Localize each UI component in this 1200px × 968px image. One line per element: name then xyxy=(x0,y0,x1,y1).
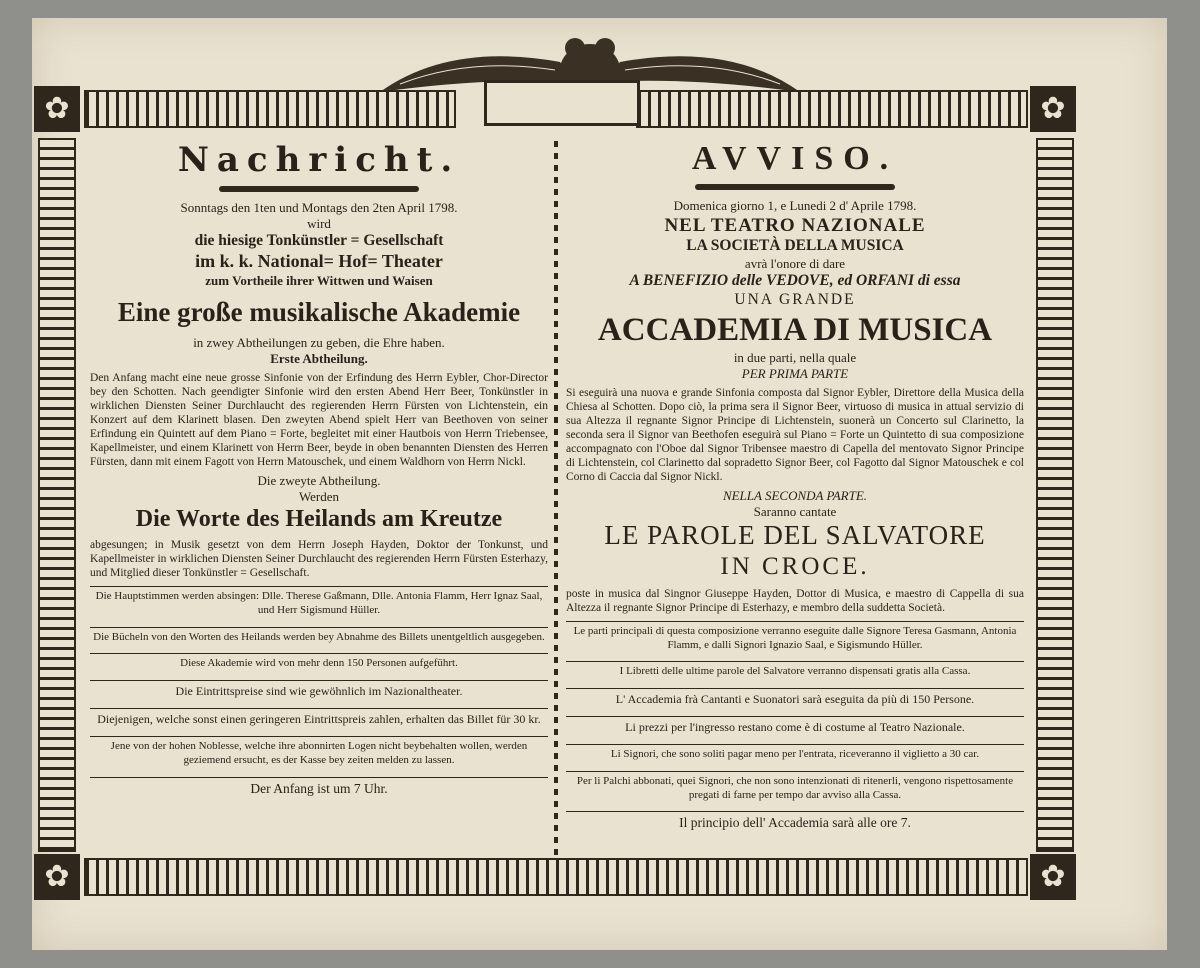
italian-note: I Libretti delle ultime parole del Salvatore verranno dispensati gratis alla Cassa. xyxy=(566,661,1024,682)
italian-una-grande: UNA GRANDE xyxy=(734,290,856,308)
german-intro: in zwey Abtheilungen zu geben, die Ehre haben. xyxy=(193,335,445,351)
italian-work-text: poste in musica dal Singnor Giuseppe Hayden, Dottor di Musica, e maestro di Cappella di sua Altezza il regnante Signor Principe di Esterhazy, e membro della suddetta Società. xyxy=(566,587,1024,614)
german-wird: wird xyxy=(307,215,331,231)
corner-rosette-icon: ✿ xyxy=(1030,86,1076,132)
german-note: Diejenigen, welche sonst einen geringeren Eintrittspreis zahlen, erhalten das Billet für 30 kr. xyxy=(90,708,548,730)
italian-note: Li Signori, che sono soliti pagar meno per l'entrata, riceveranno il viglietto a 30 car. xyxy=(566,744,1024,765)
italian-part2: NELLA SECONDA PARTE. xyxy=(722,487,868,503)
german-benefit: zum Vortheile ihrer Wittwen und Waisen xyxy=(205,272,433,288)
german-theatre: im k. k. National= Hof= Theater xyxy=(195,250,443,271)
german-society: die hiesige Tonkünstler = Gesellschaft xyxy=(194,231,444,249)
corner-rosette-icon: ✿ xyxy=(34,854,80,900)
german-title: Nachricht. xyxy=(177,140,461,180)
title-rule xyxy=(219,186,419,192)
column-divider xyxy=(554,140,558,855)
italian-headline: ACCADEMIA DI MUSICA xyxy=(597,311,993,348)
german-column xyxy=(90,140,548,801)
italian-part1: PER PRIMA PARTE xyxy=(741,365,849,381)
german-work-title: Die Worte des Heilands am Kreutze xyxy=(135,505,503,532)
italian-work-title-1: LE PAROLE DEL SALVATORE xyxy=(604,520,986,551)
italian-note: Per li Palchi abbonati, quei Signori, che non sono intenzionati di ritenerli, vengono rispettosamente pregati di farne per tempo dar avviso alla Cassa. xyxy=(566,771,1024,806)
italian-intro: in due parti, nella quale xyxy=(733,349,857,365)
corner-rosette-icon: ✿ xyxy=(1030,854,1076,900)
top-border xyxy=(84,90,456,128)
corner-rosette-icon: ✿ xyxy=(34,86,80,132)
german-part2: Die zweyte Abtheilung. xyxy=(257,473,381,489)
poster-sheet xyxy=(32,18,1167,950)
italian-work-title-2: IN CROCE. xyxy=(720,553,870,581)
german-headline: Eine große musikalische Akademie xyxy=(117,297,521,328)
german-werden: Werden xyxy=(298,489,340,505)
german-note: Die Bücheln von den Worten des Heilands werden bey Abnahme des Billets unentgeltlich ausgegeben. xyxy=(90,627,548,648)
german-note: Die Hauptstimmen werden absingen: Dlle. Therese Gaßmann, Dlle. Antonia Flamm, Herr Ignaz Saal, und Herr Sigismund Hüller. xyxy=(90,586,548,621)
italian-sung: Saranno cantate xyxy=(753,503,837,519)
italian-theatre: NEL TEATRO NAZIONALE xyxy=(664,214,926,236)
right-border xyxy=(1036,138,1074,852)
german-work-text: abgesungen; in Musik gesetzt von dem Herrn Joseph Hayden, Doktor der Tonkunst, und Kapellmeister in wirklichen Diensten Seiner Durchlaucht des regierenden Herrn Fürsten Esterhazy, und Mitglied dieser Tonkünstler = Gesellschaft. xyxy=(90,539,548,580)
german-note: Jene von der hohen Noblesse, welche ihre abonnirten Logen nicht beybehalten wollen, werden geziemend ersucht, es der Kasse bey zeiten melden zu lassen. xyxy=(90,736,548,771)
italian-start-time: Il principio dell' Accademia sarà alle ore 7. xyxy=(566,811,1024,835)
italian-society: LA SOCIETÀ DELLA MUSICA xyxy=(686,237,904,255)
italian-part1-text: Si eseguirà una nuova e grande Sinfonia composta dal Signor Eybler, Direttore della Musica della Chiesa al Schotten. Dopo ciò, la prima sera il Signor Beer, virtuoso di musica in attual servizio di sua Altezza il regnante Signor Principe di Lichtenstein, suonerà un Concerto sul Clarinetto, la seconda sera il Signor van Beethofen eseguirà sul Piano = Forte un Quintetto di sua composizione accompagnato con l'Oboe dal Signor Tribensee maestro di Capella del mentovato Signor Principe di Lichtenstein, col Clarinetto dal sopradetto Signor Beer, col Fagotto dal Signor Matouschek e col Corno di Caccia dal Signor Nickl. xyxy=(566,386,1024,483)
german-part1: Erste Abtheilung. xyxy=(270,351,368,367)
german-start-time: Der Anfang ist um 7 Uhr. xyxy=(90,777,548,801)
italian-note: Li prezzi per l'ingresso restano come è di costume al Teatro Nazionale. xyxy=(566,716,1024,738)
german-date: Sonntags den 1ten und Montags den 2ten April 1798. xyxy=(180,200,458,215)
german-part1-text: Den Anfang macht eine neue grosse Sinfonie von der Erfindung des Herrn Eybler, Chor-Director bey den Schotten. Nach geendigter Sinfonie wird den ersten Abend Herr Beer, Tonkünstler in wirklichen Diensten Seiner Durchlaucht des regierenden Herrn Fürsten von Lichtenstein, ein Konzert auf dem Klarinett blasen. Den zweyten Abend spielt Herr van Beethoven von seiner Erfindung ein Quintett auf dem Piano = Forte, begleitet mit einer Hautbois von Herrn Triebensee, Kapellmeister, und einem Klarinett von Herrn Beer, beyde in oben benannten Diensten des Herren Fürsten, dann mit einem Fagott von Herrn Matouschek, und einem Waldhorn von Herrn Nickl. xyxy=(90,372,548,469)
italian-column xyxy=(566,140,1024,835)
italian-note: Le parti principali di questa composizione verranno eseguite dalle Signore Teresa Gasmann, Antonia Flamm, e dalli Signori Ignazio Saal, e Sigismundo Hüller. xyxy=(566,621,1024,656)
top-border xyxy=(636,90,1028,128)
italian-note: L' Accademia frà Cantanti e Suonatori sarà eseguita da più di 150 Persone. xyxy=(566,688,1024,710)
italian-date: Domenica giorno 1, e Lunedi 2 d' Aprile 1798. xyxy=(673,198,917,213)
left-border xyxy=(38,138,76,852)
bottom-border xyxy=(84,858,1028,896)
title-rule xyxy=(695,184,895,190)
german-note: Die Eintrittspreise sind wie gewöhnlich im Nazionaltheater. xyxy=(90,680,548,702)
italian-title: AVVISO. xyxy=(691,140,899,177)
title-plaque xyxy=(484,80,640,126)
german-note: Diese Akademie wird von mehr denn 150 Personen aufgeführt. xyxy=(90,653,548,674)
italian-benefit: A BENEFIZIO delle VEDOVE, ed ORFANI di essa xyxy=(629,271,961,289)
italian-honour: avrà l'onore di dare xyxy=(744,255,846,271)
